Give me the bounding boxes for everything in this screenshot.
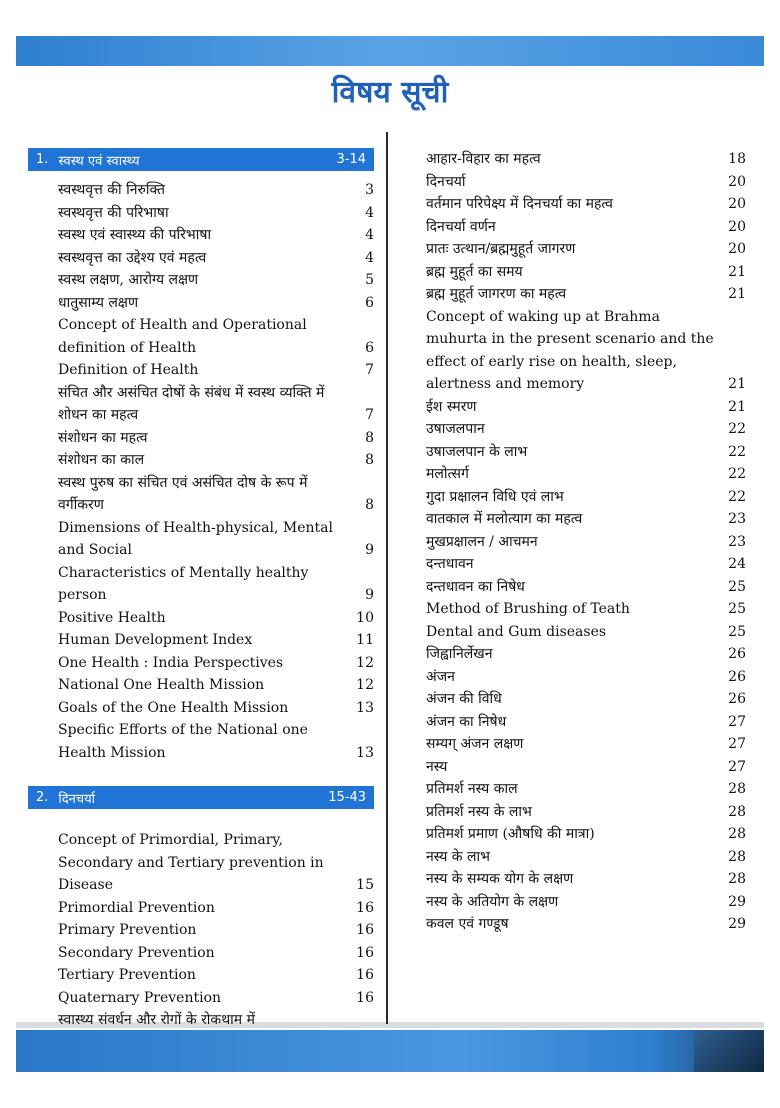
toc-entry[interactable] bbox=[426, 756, 746, 779]
toc-entry-page: 7 bbox=[365, 407, 374, 423]
toc-entry-title: Positive Health bbox=[58, 609, 166, 626]
toc-entry-title: संशोधन का महत्व bbox=[58, 429, 148, 446]
toc-entry-title: प्रातः उत्थान/ब्रह्ममुहूर्त जागरण bbox=[426, 241, 576, 257]
footer-corner-graphic bbox=[694, 1030, 764, 1072]
toc-entry-title: आहार-विहार का महत्व bbox=[426, 151, 541, 167]
toc-entry-page: 26 bbox=[728, 691, 746, 707]
toc-entry-page: 8 bbox=[365, 429, 374, 446]
toc-entry[interactable] bbox=[426, 441, 746, 464]
toc-entry-page: 16 bbox=[356, 899, 374, 916]
toc-entry-page: 21 bbox=[728, 263, 746, 280]
toc-entry[interactable] bbox=[426, 148, 746, 171]
toc-entry[interactable] bbox=[426, 396, 746, 419]
toc-entry-title: उषाजलपान bbox=[426, 421, 485, 437]
toc-entry[interactable] bbox=[426, 576, 746, 599]
toc-entry-page: 4 bbox=[365, 249, 374, 266]
toc-entry[interactable] bbox=[28, 964, 374, 987]
toc-entry-page: 7 bbox=[365, 362, 374, 378]
toc-entry[interactable] bbox=[28, 449, 374, 472]
section-header-1[interactable] bbox=[28, 148, 374, 171]
toc-entry-title: Method of Brushing of Teath bbox=[426, 601, 630, 617]
toc-entry-title: मलोत्सर्ग bbox=[426, 466, 469, 482]
toc-entry-title: Primordial Prevention bbox=[58, 899, 215, 916]
toc-entry[interactable] bbox=[426, 216, 746, 239]
toc-entry[interactable] bbox=[28, 292, 374, 315]
toc-entry-title: Human Development Index bbox=[58, 632, 253, 648]
toc-entry[interactable] bbox=[426, 283, 746, 306]
toc-entry-page: 16 bbox=[356, 922, 374, 938]
toc-entry-title: Quaternary Prevention bbox=[58, 989, 222, 1006]
toc-entry-title: नस्य के लाभ bbox=[426, 848, 490, 865]
section-title: दिनचर्या bbox=[58, 791, 96, 807]
toc-entry[interactable] bbox=[426, 891, 746, 914]
toc-entry[interactable] bbox=[426, 621, 746, 644]
section-number: 2. bbox=[36, 790, 49, 805]
section-1-entries bbox=[28, 179, 374, 764]
toc-entry-title: मुखप्रक्षालन / आचमन bbox=[426, 533, 538, 550]
toc-entry-page: 8 bbox=[365, 452, 374, 468]
toc-entry-page: 20 bbox=[728, 218, 746, 235]
toc-entry[interactable] bbox=[426, 171, 746, 194]
toc-entry[interactable] bbox=[426, 868, 746, 891]
toc-entry-title: Concept of Primordial, Primary, Secondary and Tertiary prevention in Disease bbox=[58, 832, 324, 893]
toc-entry-title: स्वास्थ्य संवर्धन और रोगों के रोकथाम में bbox=[58, 1012, 255, 1028]
toc-entry[interactable] bbox=[28, 674, 374, 697]
toc-entry-title: अंजन की विधि bbox=[426, 691, 502, 707]
toc-entry-title: Secondary Prevention bbox=[58, 944, 215, 961]
toc-entry[interactable] bbox=[28, 382, 374, 427]
toc-entry-title: गुदा प्रक्षालन विधि एवं लाभ bbox=[426, 488, 564, 505]
toc-entry-title: नस्य bbox=[426, 758, 448, 775]
footer-band bbox=[16, 1030, 764, 1072]
toc-entry-title: उषाजलपान के लाभ bbox=[426, 443, 528, 460]
toc-entry-title: धातुसाम्य लक्षण bbox=[58, 294, 139, 311]
toc-entry[interactable] bbox=[426, 598, 746, 621]
toc-entry-title: सम्यग् अंजन लक्षण bbox=[426, 736, 524, 752]
toc-entry-page: 20 bbox=[728, 241, 746, 257]
toc-entry-page: 26 bbox=[728, 668, 746, 685]
toc-entry-page: 27 bbox=[728, 758, 746, 775]
toc-entry-page: 16 bbox=[356, 989, 374, 1006]
toc-entry[interactable] bbox=[28, 179, 374, 202]
toc-entry-title: नस्य के सम्यक योग के लक्षण bbox=[426, 871, 574, 887]
toc-entry-title: स्वस्थ पुरुष का संचित एवं असंचित दोष के रूप में वर्गीकरण bbox=[58, 474, 308, 513]
toc-entry[interactable] bbox=[28, 247, 374, 270]
toc-entry-page: 9 bbox=[365, 542, 374, 558]
toc-entry-page: 16 bbox=[356, 967, 374, 983]
toc-entry-title: कवल एवं गण्डूष bbox=[426, 916, 509, 932]
right-column-entries bbox=[426, 148, 746, 936]
toc-entry-page: 23 bbox=[728, 511, 746, 527]
toc-entry-title: Definition of Health bbox=[58, 362, 199, 378]
toc-entry[interactable] bbox=[28, 1009, 374, 1032]
toc-entry[interactable] bbox=[28, 919, 374, 942]
toc-entry-page: 13 bbox=[356, 699, 374, 716]
toc-entry-page: 22 bbox=[728, 421, 746, 437]
toc-entry-page: 26 bbox=[728, 646, 746, 662]
toc-entry[interactable] bbox=[426, 711, 746, 734]
toc-entry-title: ब्रह्म मुहूर्त का समय bbox=[426, 263, 523, 280]
toc-entry-page: 16 bbox=[356, 944, 374, 961]
toc-entry[interactable] bbox=[28, 359, 374, 382]
toc-entry-page: 27 bbox=[728, 736, 746, 752]
toc-entry-title: दिनचर्या bbox=[426, 173, 466, 190]
toc-entry-title: Specific Efforts of the National one Health Mission bbox=[58, 722, 308, 761]
toc-entry[interactable] bbox=[426, 463, 746, 486]
toc-entry-title: One Health : India Perspectives bbox=[58, 654, 284, 671]
toc-entry-page: 18 bbox=[728, 151, 746, 167]
toc-entry[interactable] bbox=[426, 418, 746, 441]
toc-entry-title: वर्तमान परिपेक्ष्य में दिनचर्या का महत्व bbox=[426, 196, 613, 212]
toc-entry-title: स्वस्थवृत्त की निरुक्ति bbox=[58, 182, 165, 198]
toc-entry-page: 20 bbox=[728, 173, 746, 190]
toc-entry-page: 22 bbox=[728, 466, 746, 482]
toc-entry-page: 21 bbox=[728, 286, 746, 302]
toc-entry-title: Dental and Gum diseases bbox=[426, 623, 607, 640]
section-number: 1. bbox=[36, 152, 49, 167]
toc-entry[interactable] bbox=[28, 719, 374, 764]
toc-entry-page: 8 bbox=[365, 497, 374, 513]
toc-entry-page: 23 bbox=[728, 533, 746, 550]
toc-entry-page: 28 bbox=[728, 803, 746, 820]
toc-entry-page: 28 bbox=[728, 781, 746, 797]
toc-entry-title: Concept of waking up at Brahma muhurta in the present scenario and the effect of early rise on health, sleep, alertness and memory bbox=[426, 308, 714, 392]
toc-entry-title: ब्रह्म मुहूर्त जागरण का महत्व bbox=[426, 286, 567, 302]
toc-entry[interactable] bbox=[28, 472, 374, 517]
toc-entry-page: 28 bbox=[728, 871, 746, 887]
toc-entry[interactable] bbox=[426, 666, 746, 689]
toc-entry[interactable] bbox=[28, 897, 374, 920]
toc-entry-title: संचित और असंचित दोषों के संबंध में स्वस्थ व्यक्ति में शोधन का महत्व bbox=[58, 384, 325, 423]
toc-entry[interactable] bbox=[426, 531, 746, 554]
toc-entry-title: प्रतिमर्श नस्य काल bbox=[426, 781, 518, 797]
toc-entry[interactable] bbox=[28, 427, 374, 450]
toc-entry-page: 22 bbox=[728, 488, 746, 505]
section-page-range: 3-14 bbox=[336, 152, 366, 167]
toc-entry[interactable] bbox=[426, 688, 746, 711]
toc-left-column bbox=[28, 148, 374, 1032]
section-header-2[interactable] bbox=[28, 786, 374, 809]
toc-entry[interactable] bbox=[28, 607, 374, 630]
toc-entry-page: 25 bbox=[728, 623, 746, 640]
toc-entry-page: 24 bbox=[728, 556, 746, 572]
section-page-range: 15-43 bbox=[328, 790, 366, 805]
toc-entry-title: National One Health Mission bbox=[58, 677, 265, 693]
toc-entry-title: Concept of Health and Operational definition of Health bbox=[58, 317, 307, 356]
toc-entry[interactable] bbox=[426, 913, 746, 936]
toc-entry[interactable] bbox=[426, 801, 746, 824]
toc-entry-title: दन्तधावन bbox=[426, 556, 474, 572]
toc-entry-title: Primary Prevention bbox=[58, 922, 197, 938]
toc-entry[interactable] bbox=[426, 306, 746, 396]
toc-entry-page: 13 bbox=[356, 744, 374, 761]
toc-entry-title: Dimensions of Health-physical, Mental and Social bbox=[58, 519, 333, 558]
toc-entry[interactable] bbox=[426, 486, 746, 509]
toc-entry[interactable] bbox=[28, 942, 374, 965]
toc-entry-page: 15 bbox=[356, 877, 374, 893]
toc-entry-page: 22 bbox=[728, 443, 746, 460]
toc-entry[interactable] bbox=[426, 508, 746, 531]
toc-entry-title: Tertiary Prevention bbox=[58, 967, 196, 983]
toc-entry-page: 28 bbox=[728, 826, 746, 842]
toc-entry[interactable] bbox=[28, 314, 374, 359]
toc-entry-title: दन्तधावन का निषेध bbox=[426, 578, 525, 595]
toc-entry[interactable] bbox=[28, 224, 374, 247]
toc-entry-title: Characteristics of Mentally healthy person bbox=[58, 564, 309, 603]
toc-entry-title: जिह्वानिर्लेखन bbox=[426, 646, 493, 662]
toc-entry-page: 25 bbox=[728, 601, 746, 617]
toc-entry-page: 10 bbox=[356, 609, 374, 626]
toc-entry-title: नस्य के अतियोग के लक्षण bbox=[426, 893, 559, 910]
toc-entry[interactable] bbox=[28, 517, 374, 562]
toc-entry[interactable] bbox=[426, 261, 746, 284]
toc-entry[interactable] bbox=[28, 562, 374, 607]
toc-entry-page: 21 bbox=[728, 376, 746, 392]
toc-entry-page: 12 bbox=[356, 654, 374, 671]
toc-entry-page: 4 bbox=[365, 227, 374, 243]
toc-entry[interactable] bbox=[426, 778, 746, 801]
toc-entry-page: 6 bbox=[365, 294, 374, 311]
page-title: विषय सूची bbox=[331, 75, 449, 110]
toc-entry[interactable] bbox=[28, 652, 374, 675]
column-divider bbox=[386, 132, 388, 1024]
toc-entry[interactable] bbox=[426, 823, 746, 846]
toc-entry-page: 4 bbox=[365, 204, 374, 221]
toc-entry[interactable] bbox=[426, 553, 746, 576]
toc-entry-title: स्वस्थवृत्त का उद्देश्य एवं महत्व bbox=[58, 249, 207, 266]
toc-entry-title: ईश स्मरण bbox=[426, 398, 477, 415]
toc-entry-title: प्रतिमर्श प्रमाण (औषधि की मात्रा) bbox=[426, 826, 595, 842]
toc-right-column bbox=[426, 148, 746, 936]
toc-entry-title: स्वस्थ एवं स्वास्थ्य की परिभाषा bbox=[58, 227, 212, 243]
toc-entry[interactable] bbox=[28, 829, 374, 897]
toc-entry-title: संशोधन का काल bbox=[58, 452, 145, 468]
toc-entry-page: 27 bbox=[728, 713, 746, 730]
header-band bbox=[16, 36, 764, 66]
toc-entry-title: दिनचर्या वर्णन bbox=[426, 218, 496, 235]
toc-entry-page: 9 bbox=[365, 587, 374, 603]
toc-entry-page: 28 bbox=[728, 848, 746, 865]
toc-entry-title: अंजन bbox=[426, 668, 455, 685]
toc-entry-page: 12 bbox=[356, 677, 374, 693]
toc-entry[interactable] bbox=[28, 202, 374, 225]
toc-entry[interactable] bbox=[426, 643, 746, 666]
toc-entry[interactable] bbox=[426, 238, 746, 261]
toc-entry[interactable] bbox=[426, 846, 746, 869]
toc-entry-title: अंजन का निषेध bbox=[426, 713, 507, 730]
toc-entry-page: 6 bbox=[365, 339, 374, 356]
toc-entry-page: 5 bbox=[365, 272, 374, 288]
toc-entry-title: स्वस्थवृत्त की परिभाषा bbox=[58, 204, 169, 221]
toc-entry-page: 25 bbox=[728, 578, 746, 595]
toc-entry-page: 3 bbox=[365, 182, 374, 198]
toc-entry-page: 29 bbox=[728, 893, 746, 910]
toc-entry[interactable] bbox=[28, 697, 374, 720]
toc-entry-page: 21 bbox=[728, 398, 746, 415]
toc-entry-title: प्रतिमर्श नस्य के लाभ bbox=[426, 803, 532, 820]
toc-entry-page: 20 bbox=[728, 196, 746, 212]
toc-entry[interactable] bbox=[426, 733, 746, 756]
section-title: स्वस्थ एवं स्वास्थ्य bbox=[58, 153, 140, 169]
toc-entry-page: 11 bbox=[356, 632, 374, 648]
toc-entry[interactable] bbox=[28, 629, 374, 652]
toc-entry[interactable] bbox=[28, 269, 374, 292]
toc-entry-title: वातकाल में मलोत्याग का महत्व bbox=[426, 511, 583, 527]
section-2-entries bbox=[28, 829, 374, 1032]
toc-entry-title: स्वस्थ लक्षण, आरोग्य लक्षण bbox=[58, 272, 199, 288]
toc-entry-title: Goals of the One Health Mission bbox=[58, 699, 289, 716]
toc-entry[interactable] bbox=[426, 193, 746, 216]
toc-entry[interactable] bbox=[28, 987, 374, 1010]
toc-entry-page: 29 bbox=[728, 916, 746, 932]
